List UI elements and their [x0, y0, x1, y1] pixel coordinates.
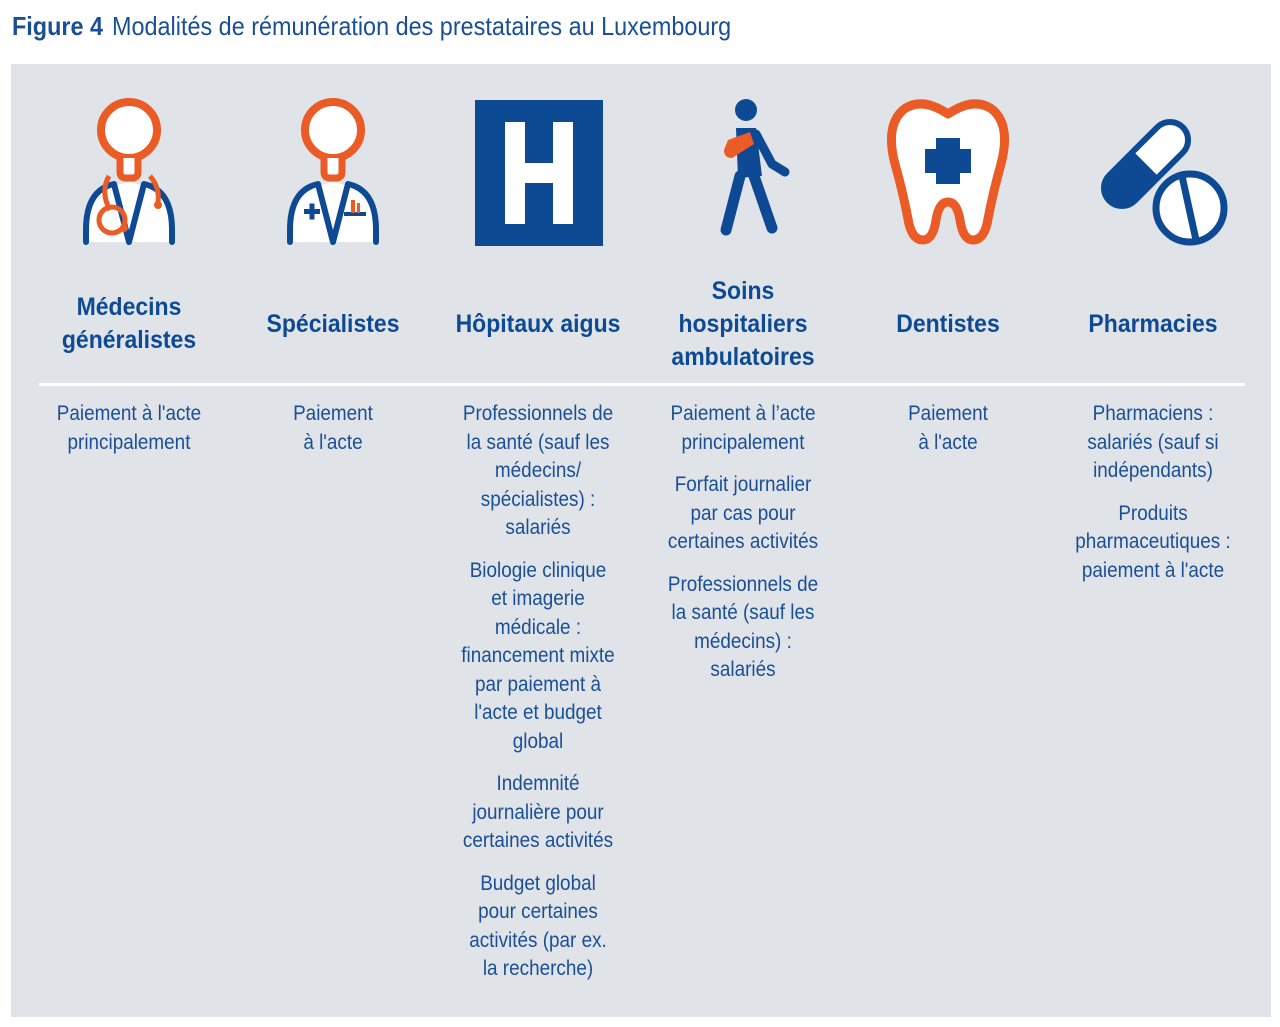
body-item: Professionnels de la santé (sauf les médecins) : salariés — [667, 572, 819, 681]
pill-capsule-icon — [1078, 92, 1228, 252]
body-item: Forfait journalier par cas pour certaines activités — [667, 473, 819, 553]
body-item: Budget global pour certaines activités (par ex. la recherche) — [469, 871, 607, 980]
figure-label: Figure 4 — [12, 11, 104, 41]
column-body — [30, 400, 228, 471]
header-divider — [39, 383, 1245, 386]
column-body — [1054, 400, 1252, 599]
body-item: Pharmaciens : salariés (sauf si indépendants) — [1087, 402, 1219, 482]
column-title: Médecins généralistes — [61, 293, 197, 354]
column-body — [849, 400, 1047, 471]
column-body — [644, 400, 842, 699]
body-item: Paiement à l'acte — [293, 402, 373, 454]
column-body — [234, 400, 432, 471]
body-item: Biologie clinique et imagerie médicale : financement mixte par paiement à l'acte et budget global — [461, 558, 615, 753]
general-practitioner-icon — [54, 92, 204, 252]
column-title: Dentistes — [896, 309, 1000, 338]
body-item: Indemnité journalière pour certaines activités — [462, 772, 614, 852]
remuneration-panel — [11, 64, 1271, 1017]
body-item: Paiement à l'acte — [908, 402, 988, 454]
column-title: Pharmacies — [1088, 309, 1218, 338]
body-item: Produits pharmaceutiques : paiement à l'acte — [1075, 501, 1231, 582]
column-title: Soins hospitaliers ambulatoires — [671, 276, 815, 371]
figure-title-text: Modalités de rémunération des prestataires au Luxembourg — [112, 11, 732, 41]
body-item: Professionnels de la santé (sauf les médecins/ spécialistes) : salariés — [462, 402, 614, 539]
body-item: Paiement à l’acte principalement — [670, 402, 816, 454]
specialist-doctor-icon — [258, 92, 408, 252]
column-body — [439, 400, 637, 998]
figure-title — [12, 8, 731, 44]
tooth-cross-icon — [873, 92, 1023, 252]
column-title: Hôpitaux aigus — [455, 309, 621, 338]
hospital-h-icon — [463, 92, 613, 252]
body-item: Paiement à l'acte principalement — [56, 402, 202, 454]
walking-patient-sling-icon — [668, 92, 818, 252]
column-title: Spécialistes — [266, 309, 400, 338]
